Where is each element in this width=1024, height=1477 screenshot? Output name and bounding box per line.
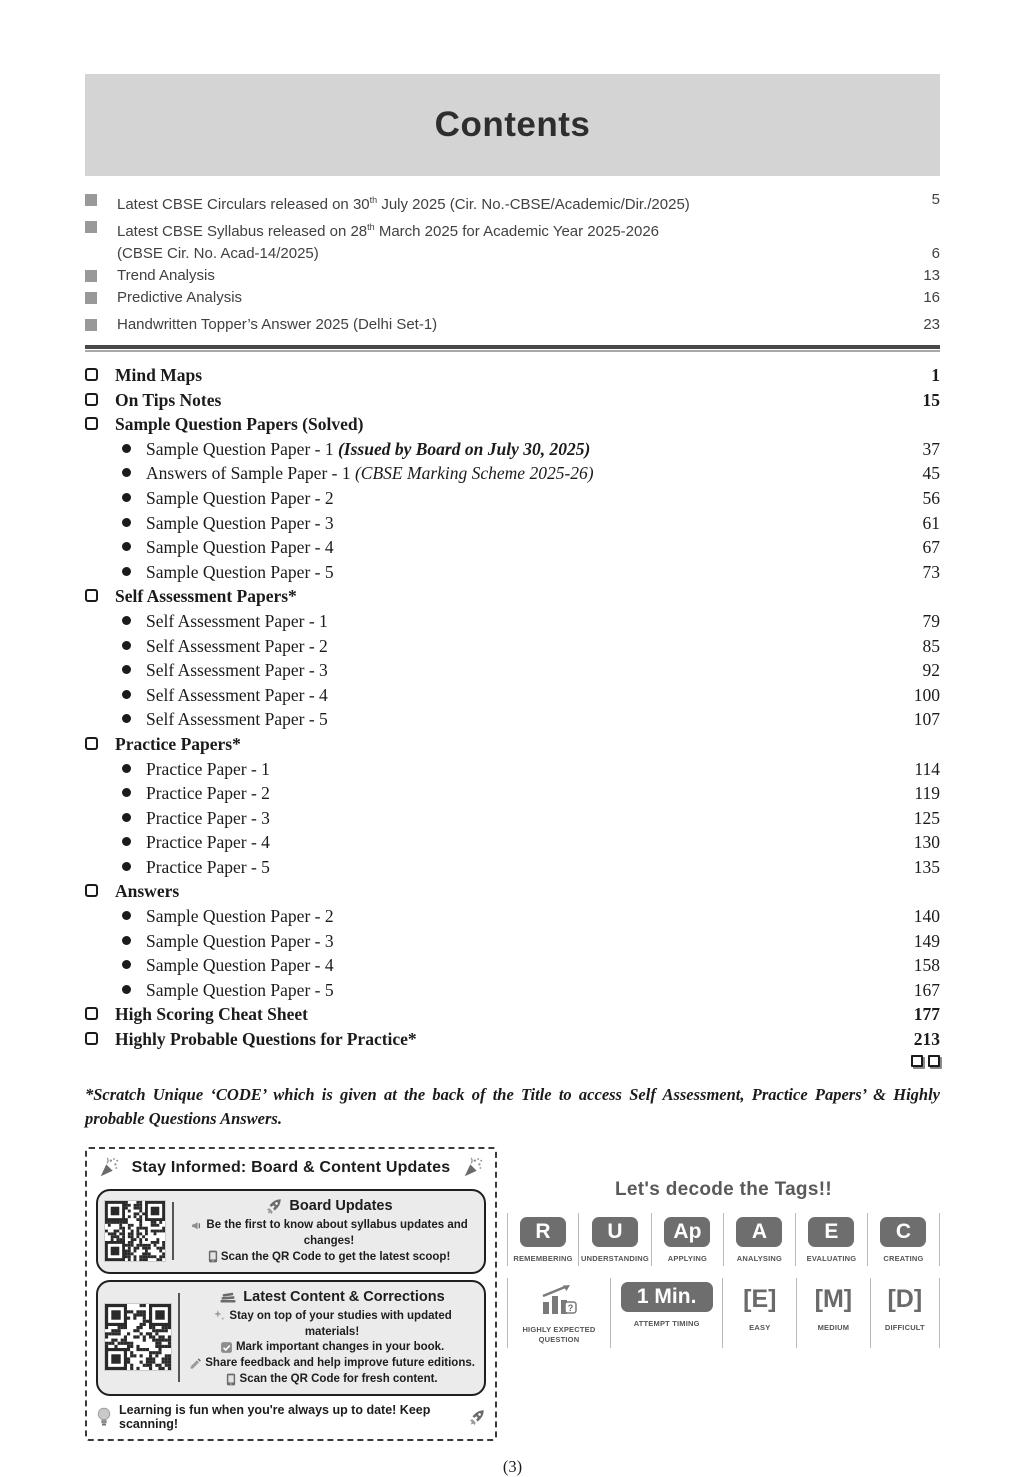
dot-bullet-icon <box>122 616 131 625</box>
toc-subentry <box>85 806 940 831</box>
update-card-title-text: Latest Content & Corrections <box>243 1288 445 1305</box>
toc-entry-text: Practice Paper - 5 <box>146 856 270 877</box>
dot-bullet-icon <box>122 665 131 674</box>
square-bullet-icon <box>85 221 97 233</box>
toc-entry-text: Sample Question Paper - 4 <box>146 537 334 558</box>
toc-entry <box>85 314 940 336</box>
toc-entry-page: 125 <box>913 807 940 828</box>
toc-subentry <box>85 437 940 462</box>
toc-entry-page: 130 <box>913 832 940 853</box>
checkbox-bullet-icon <box>85 368 98 381</box>
toc-entry-page: 56 <box>922 487 940 508</box>
checkbox-bullet-icon <box>85 393 98 406</box>
toc-section <box>85 584 940 609</box>
toc-subentry <box>85 560 940 585</box>
dot-bullet-icon <box>122 764 131 773</box>
tag-label: CREATING <box>883 1254 924 1264</box>
phone-icon <box>208 1250 218 1263</box>
update-card-line: Stay on top of your studies with updated materials! <box>188 1309 476 1341</box>
tag-label: REMEMBERING <box>513 1254 573 1264</box>
toc-entry-page: 135 <box>913 856 940 877</box>
toc-entry-text: Sample Question Papers (Solved) <box>115 414 364 435</box>
toc-subentry <box>85 830 940 855</box>
toc-entry-page: 107 <box>913 709 940 730</box>
update-card-line: Mark important changes in your book. <box>188 1340 476 1356</box>
toc-subentry <box>85 535 940 560</box>
dot-bullet-icon <box>122 936 131 945</box>
sparkles-icon <box>212 1309 226 1323</box>
toc-section <box>85 388 940 413</box>
toc-subentry <box>85 707 940 732</box>
dot-bullet-icon <box>122 960 131 969</box>
trailing-checkbox-icons <box>85 1055 940 1067</box>
toc-entry-page: 114 <box>914 758 940 779</box>
page-title: Contents <box>434 105 591 144</box>
toc-subentry <box>85 855 940 880</box>
toc-entry-text: Handwritten Topper’s Answer 2025 (Delhi Set-1) <box>117 316 438 333</box>
update-card-title <box>182 1196 476 1216</box>
toc-entry-text: Sample Question Paper - 5 <box>146 979 334 1000</box>
tags-legend-panel <box>497 1147 940 1347</box>
section-divider <box>85 345 940 349</box>
toc-entry-page: 16 <box>923 289 940 306</box>
svg-text:?: ? <box>567 1303 574 1314</box>
qr-code <box>104 1200 166 1262</box>
toc-entry-text: High Scoring Cheat Sheet <box>115 1004 308 1025</box>
toc-entry-page: 15 <box>922 389 940 410</box>
update-card-line: Share feedback and help improve future editions. <box>188 1356 476 1372</box>
dot-bullet-icon <box>122 567 131 576</box>
toc-entry-page: 92 <box>922 660 940 681</box>
toc-entry <box>85 216 940 243</box>
tag-badge: E <box>808 1217 854 1247</box>
checkbox-bullet-icon <box>85 589 98 602</box>
dot-bullet-icon <box>122 862 131 871</box>
update-card-body <box>182 1196 476 1266</box>
toc-entry-text: Mind Maps <box>115 365 203 385</box>
toc-entry-text: Sample Question Paper - 2 <box>146 487 334 508</box>
difficulty-tag <box>797 1278 871 1347</box>
stay-informed-footer-text: Learning is fun when you're always up to date! Keep scanning! <box>119 1403 431 1432</box>
megaphone-icon <box>190 1219 203 1232</box>
update-card-line: Scan the QR Code for fresh content. <box>188 1372 476 1388</box>
toc-subentry <box>85 609 940 634</box>
tag-label: EVALUATING <box>806 1254 857 1264</box>
bloom-tags-row <box>507 1213 940 1266</box>
check-icon <box>220 1341 233 1354</box>
toc-entry-text: Self Assessment Paper - 5 <box>146 709 328 730</box>
toc-entry <box>85 265 940 287</box>
toc-section <box>85 412 940 437</box>
tag-label: MEDIUM <box>817 1323 850 1333</box>
phone-icon <box>226 1373 236 1386</box>
dot-bullet-icon <box>122 788 131 797</box>
toc-entry-text: Practice Paper - 3 <box>146 807 270 828</box>
tag-badge: U <box>592 1217 638 1247</box>
tag-label: EASY <box>749 1323 771 1333</box>
square-bullet-icon <box>85 270 97 282</box>
section-divider-shadow <box>85 350 940 352</box>
bloom-tag <box>579 1213 652 1266</box>
toc-section <box>85 732 940 757</box>
toc-entry-page: 5 <box>931 191 940 208</box>
stay-informed-header <box>96 1155 486 1183</box>
tag-label: ANALYSING <box>736 1254 783 1264</box>
tag-badge: 1 Min. <box>621 1282 713 1312</box>
stay-informed-title: Stay Informed: Board & Content Updates <box>131 1159 451 1177</box>
toc-entry-page: 149 <box>913 930 940 951</box>
toc-entry-page: 73 <box>922 561 940 582</box>
toc-subentry <box>85 486 940 511</box>
party-popper-icon <box>462 1157 484 1179</box>
tag-bracket: [D] <box>887 1285 923 1314</box>
update-card-line: Be the first to know about syllabus updates and changes! <box>182 1218 476 1250</box>
dot-bullet-icon <box>122 493 131 502</box>
toc-entry-page: 213 <box>913 1029 940 1050</box>
toc-entry-page: 6 <box>931 245 940 262</box>
toc-entry-text: Sample Question Paper - 1 (Issued by Board on July 30, 2025) <box>146 438 591 459</box>
dot-bullet-icon <box>122 690 131 699</box>
toc-entry-text: Latest CBSE Syllabus released on 28th March 2025 for Academic Year 2025-2026 <box>117 222 660 240</box>
pencil-icon <box>189 1357 202 1370</box>
tag-badge: A <box>736 1217 782 1247</box>
toc-subentry <box>85 978 940 1003</box>
toc-entry <box>85 287 940 309</box>
toc-section <box>85 363 940 388</box>
toc-entry-page: 140 <box>913 906 940 927</box>
toc-entry-text: Sample Question Paper - 5 <box>146 561 334 582</box>
tag-label: ATTEMPT TIMING <box>633 1319 700 1329</box>
party-popper-icon <box>98 1157 120 1179</box>
toc-entry-text: On Tips Notes <box>115 389 222 410</box>
dot-bullet-icon <box>122 985 131 994</box>
square-bullet-icon <box>85 194 97 206</box>
update-card-line: Scan the QR Code to get the latest scoop! <box>182 1250 476 1266</box>
toc-entry-page: 37 <box>922 438 940 459</box>
qr-divider <box>178 1293 180 1382</box>
toc-entry-page: 79 <box>922 610 940 631</box>
toc-subentry <box>85 634 940 659</box>
dot-bullet-icon <box>122 837 131 846</box>
dot-bullet-icon <box>122 444 131 453</box>
dot-bullet-icon <box>122 542 131 551</box>
update-card <box>96 1189 486 1274</box>
toc-entry-text: Highly Probable Questions for Practice* <box>115 1029 417 1050</box>
toc-subentry <box>85 757 940 782</box>
tag-label: DIFFICULT <box>884 1323 925 1333</box>
tag-label: HIGHLY EXPECTED QUESTION <box>522 1325 596 1345</box>
tag-bracket: [E] <box>743 1285 777 1314</box>
bloom-tag <box>868 1213 940 1266</box>
toc-subentry <box>85 683 940 708</box>
bloom-tag <box>507 1213 579 1266</box>
checkbox-bullet-icon <box>85 1007 98 1020</box>
toc-entry-page: 85 <box>922 635 940 656</box>
main-contents-list <box>85 363 940 1052</box>
toc-entry-text: Answers of Sample Paper - 1 (CBSE Marking Scheme 2025-26) <box>146 463 594 484</box>
toc-subentry <box>85 904 940 929</box>
stay-informed-footer <box>96 1403 486 1431</box>
dot-bullet-icon <box>122 641 131 650</box>
toc-entry-text: Sample Question Paper - 4 <box>146 955 334 976</box>
tag-label: UNDERSTANDING <box>581 1254 649 1264</box>
tag-bracket: [M] <box>814 1285 853 1314</box>
difficulty-tags-row <box>507 1278 940 1347</box>
toc-entry-text: Practice Paper - 4 <box>146 832 270 853</box>
tag-badge: Ap <box>664 1217 710 1247</box>
page-header <box>85 74 940 176</box>
toc-entry-text: (CBSE Cir. No. Acad-14/2025) <box>117 245 319 262</box>
update-card-title <box>188 1287 476 1307</box>
tag-badge: C <box>880 1217 926 1247</box>
toc-entry-text: Self Assessment Papers* <box>115 586 297 607</box>
checkbox-icon <box>928 1055 940 1067</box>
update-card <box>96 1280 486 1396</box>
toc-subentry <box>85 658 940 683</box>
top-contents-list <box>85 189 940 336</box>
qr-divider <box>172 1202 174 1260</box>
toc-subentry <box>85 953 940 978</box>
dot-bullet-icon <box>122 714 131 723</box>
checkbox-icon <box>911 1055 923 1067</box>
toc-entry-text: Self Assessment Paper - 3 <box>146 660 328 681</box>
difficulty-tag <box>507 1278 611 1347</box>
toc-subentry <box>85 511 940 536</box>
rocket-icon <box>468 1408 486 1426</box>
bloom-tag <box>724 1213 796 1266</box>
toc-subentry <box>85 461 940 486</box>
toc-entry-page: 177 <box>913 1004 940 1025</box>
toc-entry-text: Trend Analysis <box>117 267 215 284</box>
toc-subentry <box>85 929 940 954</box>
square-bullet-icon <box>85 319 97 331</box>
toc-section <box>85 879 940 904</box>
toc-entry-page: 13 <box>923 267 940 284</box>
dot-bullet-icon <box>122 813 131 822</box>
toc-subentry <box>85 781 940 806</box>
difficulty-tag <box>611 1278 724 1347</box>
toc-entry-page: 61 <box>922 512 940 533</box>
toc-entry-text: Practice Paper - 1 <box>146 758 270 779</box>
toc-entry-text: Self Assessment Paper - 1 <box>146 610 328 631</box>
toc-entry-page: 158 <box>913 955 940 976</box>
tag-label: APPLYING <box>667 1254 708 1264</box>
toc-entry-text: Sample Question Paper - 3 <box>146 512 334 533</box>
toc-entry-page: 119 <box>914 783 940 804</box>
toc-section <box>85 1002 940 1027</box>
difficulty-tag <box>723 1278 797 1347</box>
toc-entry-text: Self Assessment Paper - 2 <box>146 635 328 656</box>
update-card-body <box>188 1287 476 1388</box>
toc-section <box>85 1027 940 1052</box>
dot-bullet-icon <box>122 468 131 477</box>
checkbox-bullet-icon <box>85 737 98 750</box>
bloom-tag <box>652 1213 724 1266</box>
chart-question-icon <box>537 1282 581 1318</box>
toc-entry-text: Self Assessment Paper - 4 <box>146 684 328 705</box>
toc-entry-page: 100 <box>913 684 940 705</box>
footnote-text: *Scratch Unique ‘CODE’ which is given at the back of the Title to access Self Assessment, Practice Papers’ & Highly probable Questions Answers. <box>85 1084 940 1129</box>
toc-entry-page: 1 <box>931 365 940 385</box>
toc-entry-text: Predictive Analysis <box>117 289 243 306</box>
update-card-title-text: Board Updates <box>289 1198 393 1215</box>
toc-entry-page: 23 <box>923 316 940 333</box>
toc-entry-continued <box>85 243 940 265</box>
dot-bullet-icon <box>122 911 131 920</box>
difficulty-tag <box>871 1278 940 1347</box>
rocket-icon <box>265 1197 283 1215</box>
toc-entry-text: Sample Question Paper - 2 <box>146 906 334 927</box>
books-icon <box>219 1290 237 1304</box>
checkbox-bullet-icon <box>85 1032 98 1045</box>
toc-entry-text: Answers <box>115 881 180 902</box>
page-number: (3) <box>502 1457 523 1477</box>
lightbulb-icon <box>96 1407 112 1427</box>
stay-informed-box <box>85 1147 497 1441</box>
qr-code <box>104 1303 172 1371</box>
tags-legend-title: Let's decode the Tags!! <box>615 1179 832 1201</box>
toc-entry-page: 167 <box>913 979 940 1000</box>
checkbox-bullet-icon <box>85 884 98 897</box>
toc-entry-text: Practice Papers* <box>115 733 241 754</box>
toc-entry-text: Sample Question Paper - 3 <box>146 930 334 951</box>
toc-entry-text: Practice Paper - 2 <box>146 783 270 804</box>
toc-entry-page: 45 <box>922 463 940 484</box>
dot-bullet-icon <box>122 518 131 527</box>
toc-entry <box>85 189 940 216</box>
bloom-tag <box>796 1213 868 1266</box>
toc-entry-page: 67 <box>922 537 940 558</box>
checkbox-bullet-icon <box>85 417 98 430</box>
square-bullet-icon <box>85 292 97 304</box>
tag-badge: R <box>520 1217 566 1247</box>
toc-entry-text: Latest CBSE Circulars released on 30th July 2025 (Cir. No.-CBSE/Academic/Dir./2025) <box>117 195 690 213</box>
